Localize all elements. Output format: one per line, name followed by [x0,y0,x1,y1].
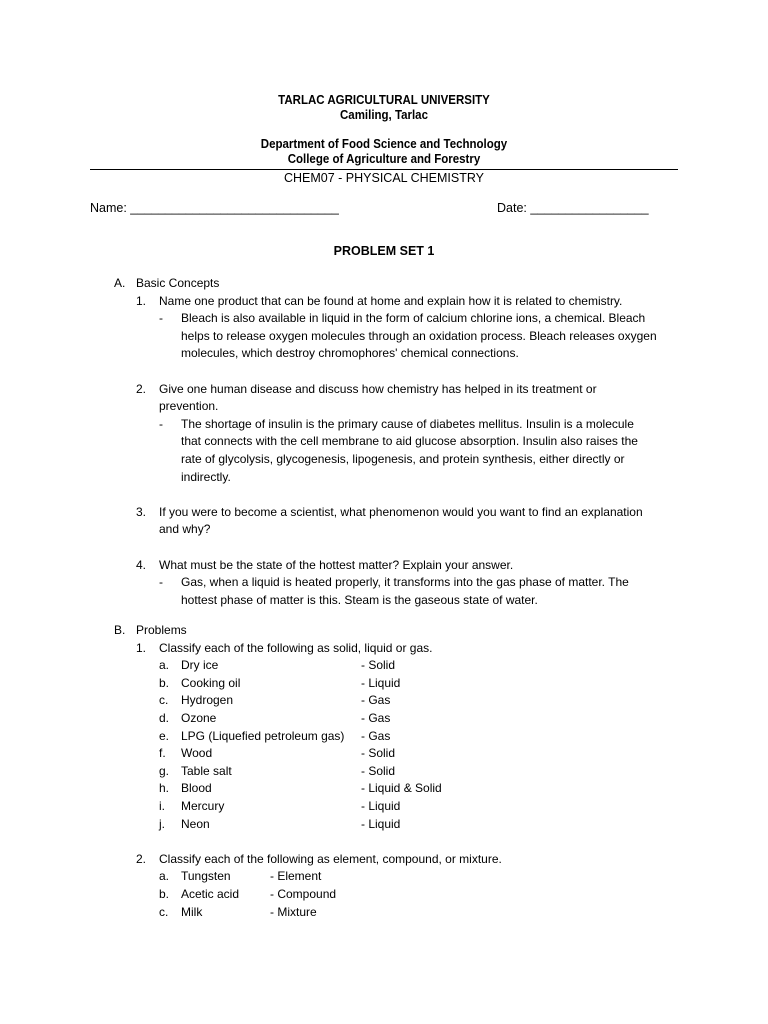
item-name: Blood [181,781,212,796]
item-letter: i. [159,799,165,813]
item-letter: d. [159,711,170,725]
problem-set-title: PROBLEM SET 1 [333,244,435,258]
question-text: and why? [159,522,211,537]
name-field: Name: ______________________________ [90,201,339,215]
question-text: Give one human disease and discuss how chemistry has helped in its treatment or [159,381,597,396]
date-field: Date: _________________ [497,201,649,215]
question-number: 3. [136,504,147,519]
item-answer: - Solid [361,658,396,673]
question-text: What must be the state of the hottest matter? Explain your answer. [159,557,514,572]
item-answer: - Mixture [270,904,317,919]
item-letter: c. [159,693,169,708]
item-letter: e. [159,728,170,743]
item-answer: - Gas [361,693,391,708]
item-answer: - Solid [361,746,396,761]
section-heading: Problems [136,623,187,637]
item-name: Acetic acid [181,887,240,901]
header-divider [90,169,678,170]
university-location: Camiling, Tarlac [339,108,428,122]
question-number: 1. [136,640,147,655]
item-name: Hydrogen [181,693,234,708]
answer-text: Bleach is also available in liquid in the form of calcium chlorine ions, a chemical. Bleach [181,311,646,326]
item-name: Wood [181,746,213,761]
answer-bullet: - [159,311,163,326]
item-letter: c. [159,904,169,919]
item-name: Milk [181,904,203,919]
answer-text: that connects with the cell membrane to aid glucose absorption. Insulin also raises the [181,434,638,449]
question-text: If you were to become a scientist, what phenomenon would you want to find an explanation [159,504,643,519]
item-letter: f. [159,746,166,761]
answer-text: molecules, which destroy chromophores' chemical connections. [181,346,519,361]
answer-text: Gas, when a liquid is heated properly, it transforms into the gas phase of matter. The [181,575,629,590]
answer-text: indirectly. [181,469,231,484]
item-letter: a. [159,869,170,884]
question-number: 2. [136,381,147,396]
answer-text: hottest phase of matter is this. Steam is the gaseous state of water. [181,592,538,607]
question-number: 1. [136,293,147,308]
item-name: LPG (Liquefied petroleum gas) [181,728,345,743]
item-letter: a. [159,658,170,673]
question-text: Classify each of the following as element, compound, or mixture. [159,851,502,866]
course-title: CHEM07 - PHYSICAL CHEMISTRY [283,171,485,185]
item-answer: - Compound [270,887,337,901]
item-name: Neon [181,816,210,831]
item-name: Dry ice [181,658,219,673]
item-answer: - Gas [361,728,391,743]
item-name: Mercury [181,799,225,813]
item-name: Ozone [181,711,217,725]
answer-bullet: - [159,416,163,431]
section-heading: Basic Concepts [136,276,220,290]
item-letter: h. [159,781,170,796]
item-answer: - Liquid [361,816,401,831]
item-name: Cooking oil [181,675,241,690]
item-answer: - Liquid [361,799,401,813]
item-answer: - Gas [361,711,391,725]
question-number: 4. [136,557,147,572]
item-answer: - Element [270,869,322,884]
item-letter: b. [159,887,170,901]
university-name: TARLAC AGRICULTURAL UNIVERSITY [278,93,490,107]
item-letter: b. [159,675,170,690]
question-text: prevention. [159,399,219,414]
section-label: A. [114,276,126,290]
section-label: B. [114,623,126,637]
question-number: 2. [136,851,147,866]
item-name: Table salt [181,763,232,778]
item-answer: - Liquid [361,675,401,690]
answer-text: The shortage of insulin is the primary cause of diabetes mellitus. Insulin is a molecule [181,416,634,431]
department-name: Department of Food Science and Technology [260,137,508,151]
item-letter: g. [159,763,170,778]
item-name: Tungsten [181,869,231,884]
college-name: College of Agriculture and Forestry [287,152,481,166]
question-text: Classify each of the following as solid, liquid or gas. [159,640,433,655]
answer-bullet: - [159,575,163,590]
item-answer: - Solid [361,763,396,778]
item-letter: j. [159,816,165,831]
answer-text: helps to release oxygen molecules through an oxidation process. Bleach releases oxygen [181,328,657,343]
answer-text: rate of glycolysis, glycogenesis, lipogenesis, and protein synthesis, either directly or [181,452,625,466]
question-text: Name one product that can be found at home and explain how it is related to chemistry. [159,293,623,308]
item-answer: - Liquid & Solid [361,781,442,796]
